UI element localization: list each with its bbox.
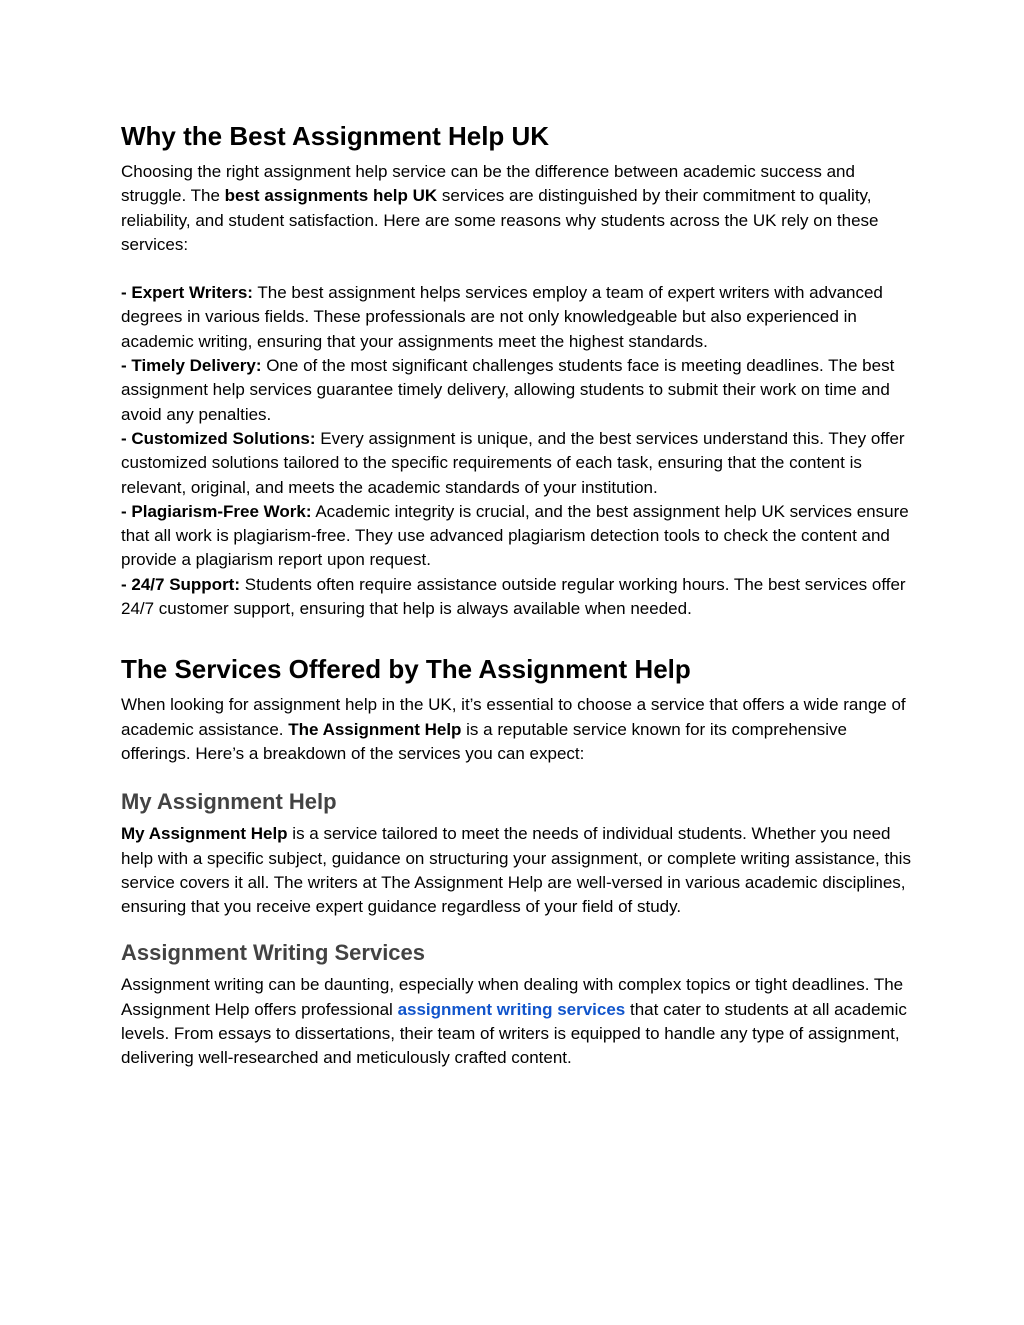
- subheading-assignment-writing-services: Assignment Writing Services: [121, 940, 426, 966]
- section2-intro-paragraph: [121, 693, 911, 766]
- point-timely-delivery: [121, 354, 911, 427]
- point-expert-writers: [121, 281, 911, 354]
- intro-bold-keyword: best assignments help UK: [224, 186, 438, 206]
- subheading-my-assignment-help: My Assignment Help: [121, 789, 337, 815]
- section4-paragraph: [121, 973, 911, 1070]
- section1-intro-paragraph: [121, 160, 911, 257]
- point-text: Academic integrity is crucial, and the best assignment help UK services ensure that all work is plagiarism-free. They use advanced plagiarism detection tools to check the content and provide a plagiarism report upon request.: [121, 501, 909, 570]
- paragraph-text-part1: Assignment writing can be daunting, especially when dealing with complex topics or tight deadlines. The Assignment Help offers professional: [121, 975, 904, 1019]
- section3-paragraph: [121, 822, 911, 919]
- intro-bold-keyword: The Assignment Help: [288, 719, 462, 739]
- point-label: - Expert Writers:: [121, 283, 253, 303]
- document-page: [121, 112, 911, 1071]
- point-plagiarism-free: [121, 500, 911, 573]
- point-text: One of the most significant challenges students face is meeting deadlines. The best assignment help services guarantee timely delivery, allowing students to submit their work on time and avoid any penalties.: [121, 356, 895, 424]
- intro-text-part1: Choosing the right assignment help service can be the difference between academic success and struggle. The: [121, 162, 855, 206]
- point-support: [121, 573, 911, 622]
- paragraph-text-part2: that cater to students at all academic levels. From essays to dissertations, their team of writers is equipped to handle any type of assignment, delivering well-researched and meticulously crafted content.: [121, 999, 907, 1068]
- assignment-writing-services-link[interactable]: assignment writing services: [397, 999, 626, 1019]
- paragraph-spacer: [121, 257, 911, 281]
- point-label: - Plagiarism-Free Work:: [121, 501, 312, 521]
- bold-service-name: My Assignment Help: [121, 824, 288, 844]
- point-label: - Customized Solutions:: [121, 428, 316, 448]
- section-heading-services-offered: The Services Offered by The Assignment Help: [121, 654, 691, 685]
- intro-text-part2: is a reputable service known for its comprehensive offerings. Here’s a breakdown of the services you can expect:: [121, 719, 847, 763]
- point-text: Students often require assistance outside regular working hours. The best services offer 24/7 customer support, ensuring that help is always available when needed.: [121, 574, 906, 619]
- point-label: - Timely Delivery:: [121, 356, 262, 376]
- point-text: The best assignment helps services employ a team of expert writers with advanced degrees in various fields. These professionals are not only knowledgeable but also experienced in academic writing, ensuring that your assignments meet the highest standards.: [121, 283, 883, 351]
- intro-text-part1: When looking for assignment help in the UK, it’s essential to choose a service that offers a wide range of academic assistance.: [121, 695, 906, 739]
- paragraph-text: is a service tailored to meet the needs of individual students. Whether you need help with a specific subject, guidance on structuring your assignment, or complete writing assistance, this service covers it all. The writers at The Assignment Help are well-versed in various academic disciplines, ensuring that you receive expert guidance regardless of your field of study.: [121, 824, 911, 917]
- point-customized-solutions: [121, 427, 911, 500]
- point-text: Every assignment is unique, and the best services understand this. They offer customized solutions tailored to the specific requirements of each task, ensuring that the content is relevant, original, and meets the academic standards of your institution.: [121, 428, 905, 497]
- point-label: - 24/7 Support:: [121, 574, 241, 594]
- section-heading-why-best: Why the Best Assignment Help UK: [121, 121, 550, 151]
- intro-text-part2: services are distinguished by their commitment to quality, reliability, and student satisfaction. Here are some reasons why students across the UK rely on these services:: [121, 186, 879, 254]
